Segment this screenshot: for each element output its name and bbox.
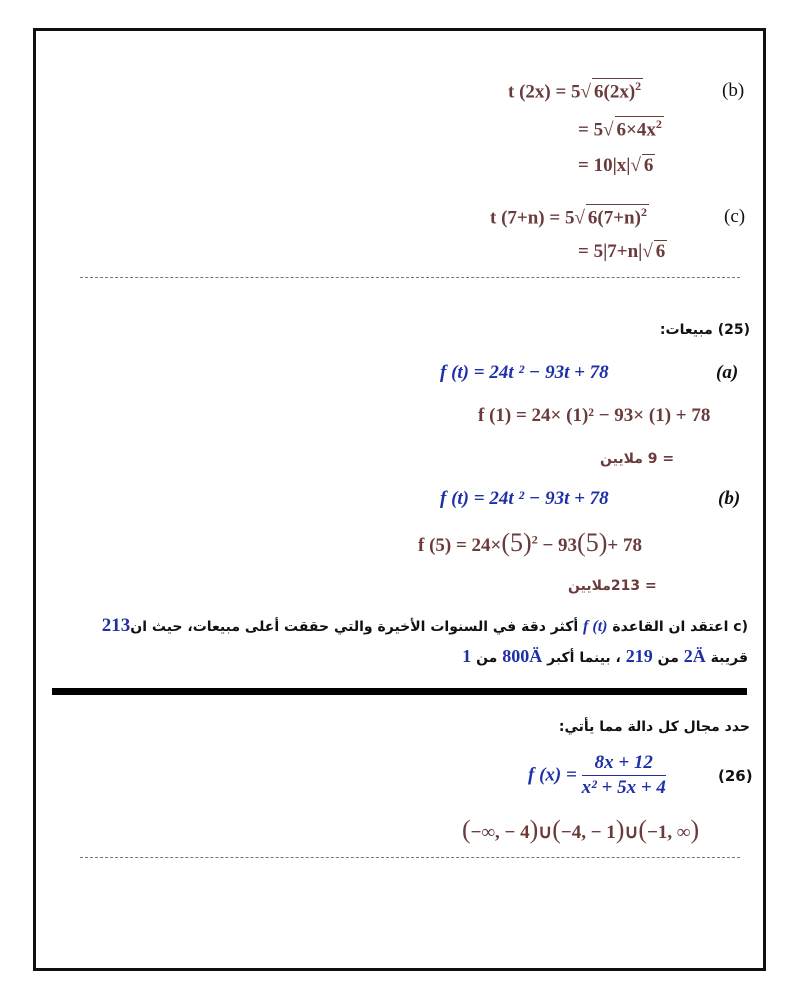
part-b-line1: t (2x) = 5√ $6(2x)^2$ [508, 79, 642, 103]
section-divider [52, 688, 747, 695]
q25-b-result: = 213ملايين [568, 578, 657, 594]
sqrt-symbol: √ [580, 81, 591, 103]
q25-heading: (25) مبيعات: [659, 322, 750, 338]
q25-a-formula: f (t) = 24t ² − 93t + 78 [440, 362, 609, 383]
q25-a-substitution: f (1) = 24× (1)² − 93× (1) + 78 [478, 405, 711, 426]
q26-instruction: حدد مجال كل دالة مما يأتي: [558, 719, 750, 735]
sqrt-symbol: √ [574, 207, 585, 229]
q26-fraction: $\frac{8x + 12}{\text{x² + 5x + 4}}$ [581, 752, 666, 798]
part-b-label: (b) [722, 80, 745, 101]
q25-b-formula: f (t) = 24t ² − 93t + 78 [440, 488, 609, 509]
q25-a-label: (a) [716, 362, 739, 383]
sqrt-symbol: √ [630, 155, 641, 176]
part-b-line2: = 5√ $6\times 4x^2$ [578, 117, 662, 141]
q25-b-substitution: f $(5) = 24\times(5)^2 - 93(5)+ 78$ [418, 528, 642, 557]
q25-a-result: = 9 ملايين [600, 451, 675, 467]
part-c-line1: t (7+n) = 5√ $6(7+n)^2$ [490, 205, 647, 229]
part-c-label: (c) [724, 206, 746, 227]
part-b-line3: = 10|x|√ 6 [578, 155, 654, 176]
q26-function: f (x) = $\frac{8x + 12}{\text{x² + 5x + 4}}$ [528, 752, 666, 798]
q25-c-line2: قريبة 2Ä من 219 ، بينما أكبر 800Ä من 1 [462, 646, 748, 666]
dashed-divider-bottom [80, 857, 740, 858]
q26-label: (26) [718, 767, 753, 785]
part-c-line2: = 5|7+n|√ 6 [578, 241, 666, 262]
q25-c-line1: (c اعتقد ان القاعدة f (t) أكثر دقة في السنوات الأخيرة والتي حققت أعلى مبيعات، حيث ان213 [101, 615, 748, 636]
sqrt-symbol: √ [642, 241, 653, 262]
q26-domain: (−∞, − 4)∪(−4, − 1)∪(−1, ∞) [462, 815, 700, 844]
sqrt-symbol: √ [603, 119, 614, 141]
q25-b-label: (b) [718, 488, 741, 509]
dashed-divider [80, 277, 740, 278]
